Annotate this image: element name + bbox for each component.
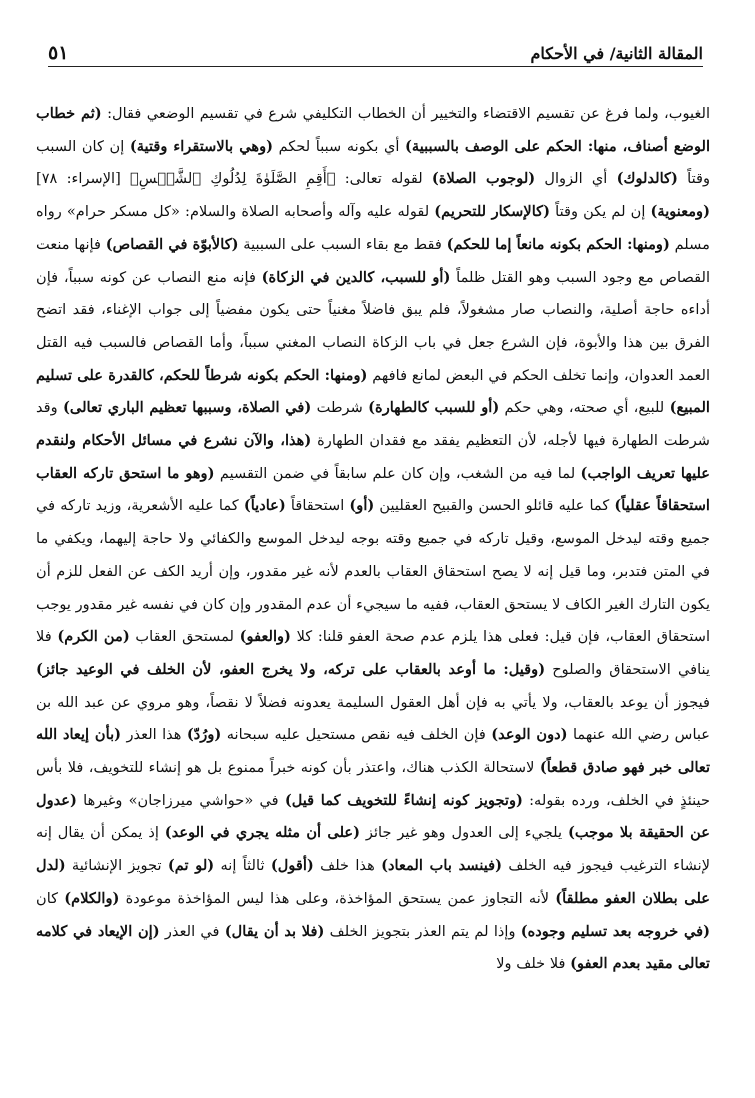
matn-text: (أقول) — [270, 857, 314, 875]
sharh-text: فإنها منعت القصاص مع وجود السبب وهو القتل ظلماً — [36, 235, 710, 286]
sharh-text: وإذا لم يتم العذر بتجويز الخلف — [324, 922, 521, 940]
matn-text: (على أن مثله يجري في الوعد) — [164, 824, 361, 842]
matn-text: (وقيل: ما أوعد بالعقاب على تركه، ولا يخرج العفو، لأن الخلف في الوعيد جائز) — [36, 660, 546, 678]
sharh-text: لمستحق العقاب — [129, 628, 240, 646]
matn-text: (إن الإيعاد في كلامه تعالى مقيد بعدم العفو) — [36, 922, 710, 973]
matn-text: (عدول عن الحقيقة بلا موجب) — [36, 791, 710, 842]
matn-text: (من الكرم) — [57, 628, 130, 646]
commentary-paragraph — [36, 98, 710, 981]
matn-text: (ومنها: الحكم بكونه شرطاً للحكم، كالقدرة على تسليم المبيع) — [36, 366, 710, 417]
sharh-text: لما فيه من الشغب، وإن كان علم سابقاً في ضمن التقسيم — [214, 464, 581, 482]
sharh-text: للبيع، أي صحته، وهي حكم — [499, 399, 670, 417]
matn-text: (ثم خطاب الوضع أصناف، منها: الحكم على الوصف بالسببية) — [36, 105, 710, 155]
sharh-text: شرطت — [311, 399, 369, 417]
matn-text: (والكلام) — [64, 889, 120, 907]
sharh-text: فيجوز أن يوعد بالعقاب، ولا يأتي به فإن أهل العقول السليمة يعدونه فضلاً لا نقصاً، وهو مروي عن عبد الله بن عباس رضي الله عنهما — [36, 693, 710, 744]
sharh-text: هذا خلف — [313, 857, 382, 875]
matn-text: (لو تم) — [167, 857, 215, 875]
sharh-text: ثالثاً إنه — [214, 857, 271, 875]
matn-text: (والعفو) — [239, 628, 291, 646]
sharh-text: لقوله تعالى: ﴿أَقِمِ الصَّلَوٰةَ لِدُلُوكِ ٱلشَّمۡسِ﴾ [الإسراء: ٧٨] — [36, 170, 432, 188]
sharh-text: في «حواشي ميرزاجان» وغيرها — [76, 791, 285, 809]
matn-text: (أو للسبب، كالدين في الزكاة) — [261, 268, 451, 286]
matn-text: (كالأبوّة في القصاص) — [105, 235, 239, 253]
sharh-text: أي الزوال — [535, 170, 617, 188]
main-text — [36, 98, 710, 981]
sharh-text: لأنه التجاوز عمن يستحق المؤاخذة، وعلى هذا ليس المؤاخذة موعودة — [119, 889, 556, 907]
sharh-text: هذا العذر — [121, 726, 187, 744]
matn-text: (دون الوعد) — [491, 726, 568, 744]
running-header — [48, 34, 703, 67]
sharh-text: إذ يمكن أن يقال إنه لإنشاء الترغيب فيجوز فيه الخلف — [36, 824, 711, 875]
page-number: ٥١ — [48, 42, 69, 64]
matn-text: (لدل على بطلان العفو مطلقاً) — [36, 857, 710, 907]
matn-text: (ومنها: الحكم بكونه مانعاً إما للحكم) — [446, 235, 670, 253]
sharh-text: إن كان السبب وقتاً — [36, 137, 710, 188]
matn-text: (لوجوب الصلاة) — [431, 170, 536, 188]
sharh-text: إن لم يكن وقتاً — [550, 203, 651, 221]
sharh-text: فلا ينافي الاستحقاق والصلوح — [36, 628, 711, 678]
matn-text: (وهي بالاستقراء وقتية) — [129, 137, 274, 155]
matn-text: (فلا بد أن يقال) — [224, 922, 325, 940]
sharh-text: أي بكونه سبباً لحكم — [273, 137, 405, 155]
sharh-text: كما عليه الأشعرية، وزيد تاركه في جميع وقته ليدخل الموسع، وقيل تاركه في جميع وقته بوجه ليدخل الموسع والكفائي ولا حاجة إليهما، ويكفي ما في المتن فتدبر، وما قيل إنه لا يصح استحقاق العقاب بالعدم لأنه غير مقدور، وإن أريد الكف عن الفعل للزم أن يكون التارك الغير الكاف لا يستحق العقاب، ففيه ما سيجيء أن عدم المقدور وإن كان في نفسه غير مقدور يوجب استحقاق العقاب، فإن قيل: فعلى هذا يلزم عدم صحة العفو قلنا: كلا — [36, 497, 711, 646]
matn-text: (عادياً) — [243, 497, 286, 515]
sharh-text: فإن الخلف فيه نقص مستحيل عليه سبحانه — [221, 726, 492, 744]
matn-text: (بأن إيعاد الله تعالى خبر فهو صادق قطعاً) — [36, 726, 711, 777]
sharh-text: في العذر — [159, 922, 225, 940]
matn-text: (فينسد باب المعاد) — [381, 857, 503, 875]
matn-text: (في خروجه بعد تسليم وجوده) — [520, 922, 710, 940]
matn-text: (كالإسكار للتحريم) — [434, 203, 551, 221]
sharh-text: لقوله عليه وآله وأصحابه الصلاة والسلام: «كل مسكر حرام» رواه مسلم — [36, 203, 710, 253]
matn-text: (ورُدّ) — [186, 726, 222, 744]
matn-text: (وهو ما استحق تاركه العقاب استحقاقاً عقلياً) — [36, 464, 710, 515]
sharh-text: وقد شرطت الطهارة فيها لأجله، لأن التعظيم يفقد مع فقدان الطهارة — [36, 399, 710, 450]
sharh-text: لاستحالة الكذب هناك، واعتذر بأن كونه خبراً ممنوع بل هو إنشاء للتخويف، فلا بأس حينئذٍ في الخلف، ورده بقوله: — [36, 759, 710, 809]
sharh-text: كما عليه قائلو الحسن والقبيح العقليين — [374, 497, 615, 515]
matn-text: (أو للسبب كالطهارة) — [368, 399, 500, 417]
sharh-text: كان — [36, 889, 65, 907]
sharh-text: فلا خلف ولا — [496, 955, 571, 973]
sharh-text: تجويز الإنشائية — [65, 857, 168, 875]
sharh-text: الغيوب، ولما فرغ عن تقسيم الاقتضاء والتخيير أن الخطاب التكليفي شرع في تقسيم الوضعي فقال: — [101, 105, 710, 122]
sharh-text: فإنه منع النصاب عن كونه سبباً، فإن أداءه حاجة أصلية، والنصاب صار مشغولاً، فلم يبق فاضلاً مغنياً حتى يكون مفضياً إلى جواب الإغناء، فقد اتضح الفرق بين هذا والأبوة، فإن الشرع جعل في باب الزكاة النصاب المغني سبباً، وأما القصاص فالسبب فيه القتل العمد العدوان، وإنما تخلف الحكم في البعض لمانع فافهم — [36, 268, 711, 384]
chapter-title: المقالة الثانية/ في الأحكام — [530, 44, 703, 63]
matn-text: (وتجويز كونه إنشاءً للتخويف كما قيل) — [284, 791, 523, 809]
matn-text: (هذا، والآن نشرع في مسائل الأحكام ولنقدم عليها تعريف الواجب) — [36, 432, 711, 482]
sharh-text: فقط مع بقاء السبب على السببية — [238, 235, 447, 253]
matn-text: (أو) — [349, 497, 375, 515]
matn-text: (كالدلوك) — [616, 170, 678, 188]
matn-text: (في الصلاة، وسببها تعظيم الباري تعالى) — [63, 399, 312, 417]
sharh-text: استحقاقاً — [285, 497, 350, 515]
sharh-text: يلجيء إلى العدول وهو غير جائز — [360, 824, 568, 842]
matn-text: (ومعنوية) — [650, 203, 711, 221]
